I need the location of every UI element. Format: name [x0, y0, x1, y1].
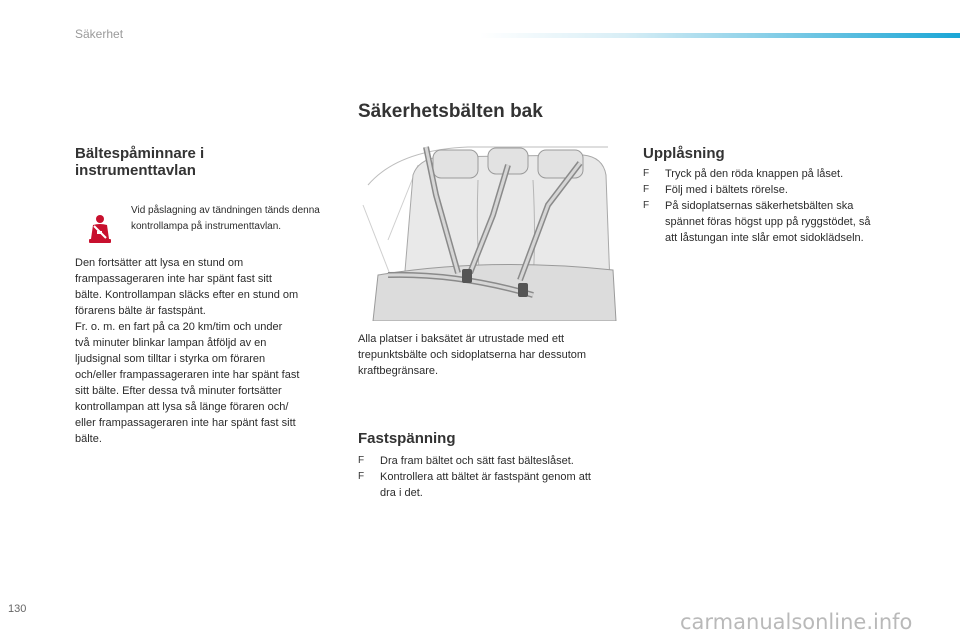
watermark-link[interactable]: carmanualsonline.info [680, 610, 913, 634]
list-item-line: Kontrollera att bältet är fastspänt genom att [380, 471, 591, 483]
page-number: 130 [8, 603, 27, 615]
list-item-line: Tryck på den röda knappen på låset. [665, 168, 844, 180]
unlock-heading: Upplåsning [643, 145, 725, 162]
list-item [358, 453, 628, 469]
paragraph-line: frampassageraren inte har spänt fast sitt [75, 273, 272, 285]
bullet-mark: F [643, 200, 650, 211]
caption-line: Alla platser i baksätet är utrustade med ett [358, 333, 565, 345]
page-title: Säkerhetsbälten bak [358, 101, 543, 122]
bullet-mark: F [358, 471, 365, 482]
paragraph-line: kontrollampan att lysa så länge föraren och/ [75, 401, 289, 413]
paragraph-line: förarens bälte är fastspänt. [75, 305, 206, 317]
section-title: Säkerhet [75, 27, 124, 41]
bullet-mark: F [643, 168, 650, 179]
seatbelt-warning-icon [85, 214, 115, 246]
paragraph-line: och/eller frampassageraren inte har spänt fast [75, 369, 300, 381]
fastening-list [358, 453, 628, 501]
list-item [643, 198, 913, 246]
paragraph-line: eller frampassageraren inte har spänt fast sitt [75, 417, 296, 429]
paragraph-line: två minuter blinkar lampan åtföljd av en [75, 337, 267, 349]
bullet-mark: F [643, 184, 650, 195]
reminder-paragraph [75, 255, 345, 447]
paragraph-line: ljudsignal som tilltar i styrka om föraren [75, 353, 266, 365]
list-item [643, 182, 913, 198]
list-item-line: dra i det. [380, 487, 423, 499]
unlock-list [643, 166, 913, 246]
paragraph-line: bälte. [75, 433, 102, 445]
paragraph-line: sitt bälte. Efter dessa två minuter fortsätter [75, 385, 282, 397]
list-item-line: spännet föras högst upp på ryggstödet, så [665, 216, 871, 228]
paragraph-line: Fr. o. m. en fart på ca 20 km/tim och under [75, 321, 283, 333]
fastening-heading: Fastspänning [358, 430, 456, 447]
reminder-heading-line1: Bältespåminnare i [75, 145, 205, 162]
list-item-line: På sidoplatsernas säkerhetsbälten ska [665, 200, 854, 212]
list-item-line: att låstungan inte slår emot sidoklädseln. [665, 232, 864, 244]
list-item-line: Dra fram bältet och sätt fast bälteslåset. [380, 455, 574, 467]
header-accent-bar [480, 33, 960, 38]
paragraph-line: Den fortsätter att lysa en stund om [75, 257, 244, 269]
caption-line: trepunktsbälte och sidoplatserna har dessutom [358, 349, 587, 361]
reminder-heading-line2: instrumenttavlan [75, 162, 196, 179]
paragraph-line: bälte. Kontrollampan släcks efter en stund om [75, 289, 299, 301]
list-item-line: Följ med i bältets rörelse. [665, 184, 788, 196]
rear-seat-belt-illustration [358, 145, 618, 321]
reminder-heading [75, 145, 204, 179]
illustration-caption [358, 331, 628, 379]
list-item [358, 469, 628, 501]
bullet-mark: F [358, 455, 365, 466]
notice-text: Vid påslagning av tändningen tänds denna kontrollampa på instrumenttavlan. [131, 205, 320, 232]
caption-line: kraftbegränsare. [358, 365, 439, 377]
list-item [643, 166, 913, 182]
